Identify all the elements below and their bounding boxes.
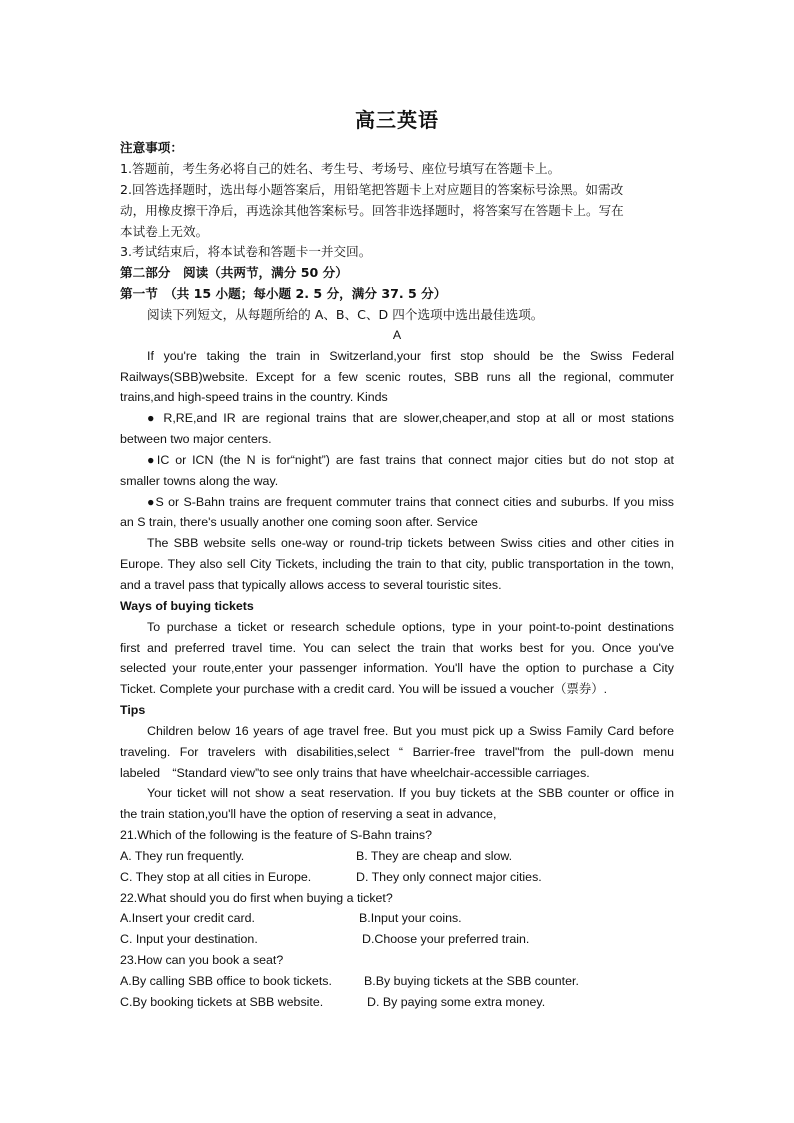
bullet-fast-trains: ●IC or ICN (the N is for“night”) are fast trains that connect major cities but do not stop at [147, 453, 674, 467]
passage-letter: A [392, 328, 402, 342]
passage-line: the train station,you'll have the option of reserving a seat in advance, [120, 807, 497, 821]
section-one-heading: 第一节 （共 15 小题；每小题 2. 5 分，满分 37. 5 分） [120, 286, 447, 301]
notice-item-3: 3.考试结束后，将本试卷和答题卡一并交回。 [120, 244, 372, 259]
question-22-option-d: D.Choose your preferred train. [362, 932, 530, 946]
reading-instruction: 阅读下列短文，从每题所给的 A、B、C、D 四个选项中选出最佳选项。 [147, 307, 544, 322]
notice-item-2-line-2: 动，用橡皮擦干净后，再选涂其他答案标号。回答非选择题时，将答案写在答题卡上。写在 [120, 203, 624, 218]
passage-line: The SBB website sells one-way or round-trip tickets between Swiss cities and other cities in [147, 536, 674, 550]
subheading-tips: Tips [120, 703, 146, 717]
passage-line: If you're taking the train in Switzerland,your first stop should be the Swiss Federal [147, 349, 674, 363]
page-title: 高三英语 [355, 108, 439, 132]
passage-line: first and preferred travel time. You can select the train that works best for you. Once you've [120, 641, 674, 655]
question-21-option-d: D. They only connect major cities. [356, 870, 542, 884]
question-22-option-b: B.Input your coins. [359, 911, 462, 925]
question-23-stem: 23.How can you book a seat? [120, 953, 284, 967]
passage-line: Ticket. Complete your purchase with a credit card. You will be issued a voucher（票券）. [120, 682, 608, 696]
bullet-regional-trains: ● R,RE,and IR are regional trains that are slower,cheaper,and stop at all or most stations [147, 411, 674, 425]
notice-item-1: 1.答题前，考生务必将自己的姓名、考生号、考场号、座位号填写在答题卡上。 [120, 161, 561, 176]
passage-line: To purchase a ticket or research schedule options, type in your point-to-point destinations [147, 620, 674, 634]
question-21-stem: 21.Which of the following is the feature of S-Bahn trains? [120, 828, 433, 842]
question-22-stem: 22.What should you do first when buying a ticket? [120, 891, 393, 905]
passage-line: Railways(SBB)website. Except for a few scenic routes, SBB runs all the regional, commuter [120, 370, 674, 384]
question-21-option-b: B. They are cheap and slow. [356, 849, 513, 863]
question-23-option-d: D. By paying some extra money. [367, 995, 546, 1009]
passage-line: Your ticket will not show a seat reservation. If you buy tickets at the SBB counter or office in [147, 786, 674, 800]
question-23-option-b: B.By buying tickets at the SBB counter. [364, 974, 579, 988]
question-23-option-a: A.By calling SBB office to book tickets. [120, 974, 332, 988]
passage-line: Children below 16 years of age travel free. But you must pick up a Swiss Family Card before [147, 724, 674, 738]
question-22-option-c: C. Input your destination. [120, 932, 258, 946]
bullet-commuter-trains: ●S or S-Bahn trains are frequent commuter trains that connect cities and suburbs. If you miss [147, 495, 674, 509]
question-22-option-a: A.Insert your credit card. [120, 911, 255, 925]
subheading-ways-of-buying: Ways of buying tickets [120, 599, 254, 613]
passage-line: traveling. For travelers with disabilities,select “ Barrier-free travel"from the pull-down menu [120, 745, 674, 759]
part-two-heading: 第二部分 阅读（共两节，满分 50 分） [120, 265, 348, 280]
notice-heading: 注意事项： [120, 140, 183, 155]
passage-line: and a travel pass that typically allows access to several touristic sites. [120, 578, 502, 592]
question-21-option-c: C. They stop at all cities in Europe. [120, 870, 312, 884]
question-23-option-c: C.By booking tickets at SBB website. [120, 995, 324, 1009]
passage-line: smaller towns along the way. [120, 474, 279, 488]
passage-line: Europe. They also sell City Tickets, including the train to that city, public transportation in the town, [120, 557, 674, 571]
passage-line: trains,and high-speed trains in the country. Kinds [120, 390, 388, 404]
question-21-option-a: A. They run frequently. [120, 849, 245, 863]
passage-line: an S train, there's usually another one coming soon after. Service [120, 515, 478, 529]
passage-line: selected your route,enter your passenger information. You'll have the option to purchase a City [120, 661, 674, 675]
passage-line: between two major centers. [120, 432, 272, 446]
notice-item-2-line-1: 2.回答选择题时，选出每小题答案后，用铅笔把答题卡上对应题目的答案标号涂黑。如需改 [120, 182, 624, 197]
passage-line: labeled “Standard view”to see only trains that have wheelchair-accessible carriages. [120, 766, 590, 780]
notice-item-2-line-3: 本试卷上无效。 [120, 224, 209, 239]
